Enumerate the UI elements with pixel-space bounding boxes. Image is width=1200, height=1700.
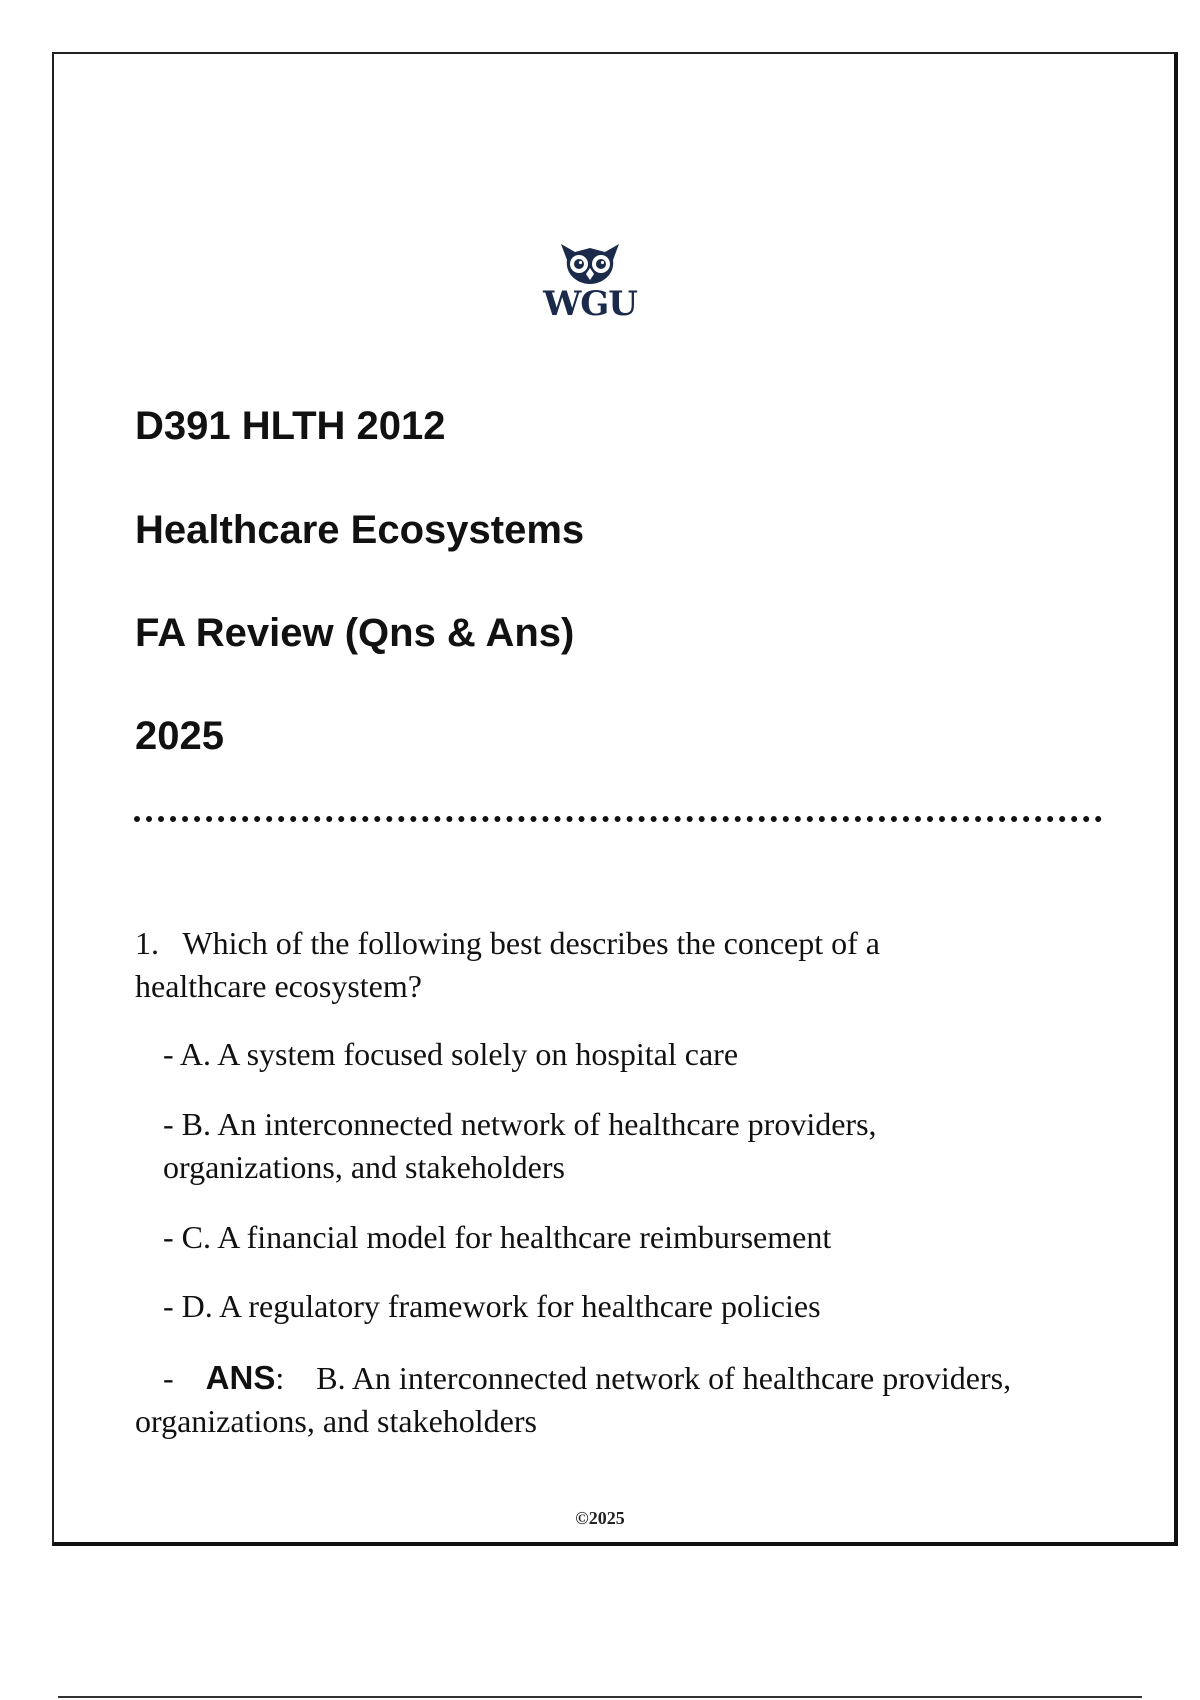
question-prompt: Which of the following best describes the concept of a healthcare ecosystem?	[135, 925, 880, 1004]
owl-icon	[555, 238, 625, 288]
option-a-text: - A. A system focused solely on hospital care	[163, 1036, 739, 1072]
answer-prefix: -	[163, 1360, 174, 1396]
question-number: 1.	[135, 925, 159, 961]
course-title: Healthcare Ecosystems	[135, 508, 585, 552]
answer-label: ANS	[205, 1359, 276, 1396]
option-b-text: - B. An interconnected network of healthcare providers, organizations, and stakeholders	[163, 1106, 877, 1185]
option-d	[135, 1285, 1015, 1328]
answer-text: B. An interconnected network of healthcare providers, organizations, and stakeholders	[135, 1360, 1012, 1439]
option-a	[135, 1033, 1015, 1076]
copyright-footer: ©2025	[575, 1508, 625, 1528]
wgu-logo	[530, 238, 650, 354]
option-c	[135, 1216, 1015, 1259]
dotted-separator	[134, 816, 1102, 822]
question-text	[135, 922, 1015, 1008]
bottom-rule	[58, 1696, 1142, 1698]
course-code: D391 HLTH 2012	[135, 404, 446, 448]
option-d-text: - D. A regulatory framework for healthcare policies	[163, 1288, 821, 1324]
option-b	[135, 1103, 1015, 1189]
document-year: 2025	[135, 714, 224, 758]
answer-block: - ANS: B. An interconnected network of healthcare providers, organizations, and stakeholders	[135, 1359, 1012, 1439]
logo-text: WGU	[543, 284, 637, 324]
document-type: FA Review (Qns & Ans)	[135, 611, 575, 655]
option-c-text: - C. A financial model for healthcare reimbursement	[163, 1219, 832, 1255]
